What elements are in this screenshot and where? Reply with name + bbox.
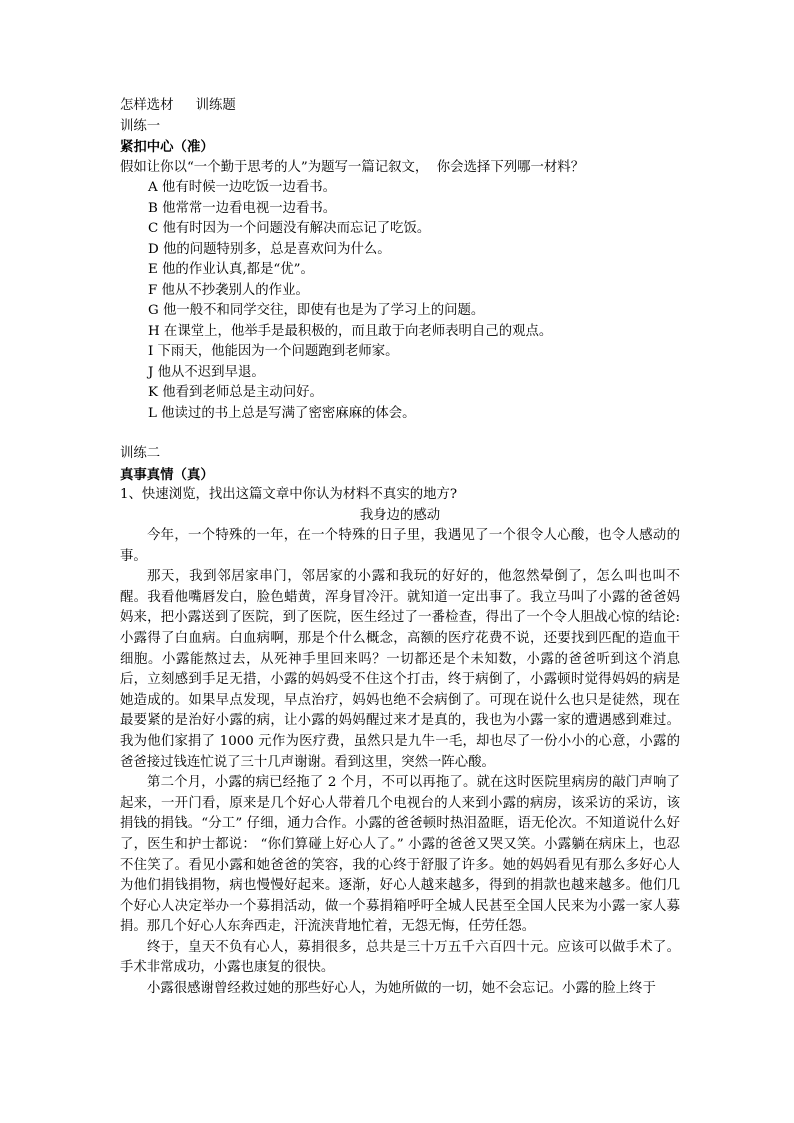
option-item: G 他一般不和同学交往，即使有也是为了学习上的问题。: [148, 303, 485, 318]
document-header: [120, 96, 680, 117]
option-item: K 他看到老师总是主动问好。: [148, 385, 323, 400]
essay-title: 我身边的感动: [359, 507, 441, 523]
essay-paragraph: 小露很感谢曾经救过她的那些好心人，为她所做的一切，她不会忘记。小露的脸上终于: [147, 981, 656, 997]
document-subtitle: 训练题: [195, 98, 236, 113]
section1-heading: 紧扣中心（准）: [120, 139, 214, 155]
option-item: B 他常常一边看电视一边看书。: [148, 200, 337, 216]
document-title: 怎样选材: [120, 98, 174, 113]
document-page: [120, 96, 680, 1000]
essay-paragraph: 今年，一个特殊的一年，在一个特殊的日子里，我遇见了一个很令人心酸，也令人感动的事。: [120, 528, 680, 564]
option-item: J 他从不迟到早退。: [148, 364, 265, 380]
option-item: H 在课堂上，他举手是最积极的，而且敢于向老师表明自己的观点。: [148, 323, 553, 339]
option-item: I 下雨天，他能因为一个问题跑到老师家。: [148, 344, 399, 359]
essay-paragraph: 那天，我到邻居家串门，邻居家的小露和我玩的好好的，他忽然晕倒了，怎么叫也叫不醒。我看他嘴唇发白，脸色蜡黄，浑身冒冷汗。就知道一定出事了。我立马叫了小露的爸爸妈妈来，把小露送到了医院，到了医院，医生经过了一番检查，得出了一个令人胆战心惊的结论: 小露得了白血病。白血病啊，那是个什么概念，高额的医疗花费不说，还要找到匹配的造血干细胞。小露能熬过去，从死神手里回来吗？一切都还是个未知数，小露的爸爸听到这个消息后，立刻感到手足无措，小露的妈妈受不住这个打击，终于病倒了，小露顿时觉得妈妈的病是她造成的。如果早点发现，早点治疗，妈妈也绝不会病倒了。可现在说什么也只是徒然，现在最要紧的是治好小露的病，让小露的妈妈醒过来才是真的，我也为小露一家的遭遇感到难过。我为他们家捐了 1000 元作为医疗费，虽然只是九牛一毛，却也尽了一份小小的心意，小露的爸爸接过钱连忙说了三十几声谢谢。看到这里，突然一阵心酸。: [120, 569, 680, 770]
option-list: [120, 178, 680, 424]
section2-label: 训练二: [120, 446, 161, 461]
option-item: F 他从不抄袭别人的作业。: [148, 282, 309, 298]
option-item: L 他读过的书上总是写满了密密麻麻的体会。: [148, 405, 416, 421]
essay-paragraph: 第二个月，小露的病已经拖了 2 个月，不可以再拖了。就在这时医院里病房的敲门声响了起来，一开门看，原来是几个好心人带着几个电视台的人来到小露的病房，该采访的采访，该捐钱的捐钱。“分工” 仔细，通力合作。小露的爸爸顿时热泪盈眶，语无伦次。不知道说什么好了，医生和护士都说： “你们算碰上好心人了。” 小露的爸爸又哭又笑。小露躺在病床上，也忍不住笑了。看见小露和她爸爸的笑容，我的心终于舒服了许多。她的妈妈看见有那么多好心人为他们捐钱捐物，病也慢慢好起来。逐渐，好心人越来越多，得到的捐款也越来越多。他们几个好心人决定举办一个募捐活动，做一个募捐箱呼吁全城人民甚至全国人民来为小露一家人募捐。那几个好心人东奔西走，汗流浃背地忙着，无怨无悔，任劳任怨。: [120, 775, 680, 935]
essay-body: [120, 526, 680, 1000]
section1-question: 假如让你以“一个勤于思考的人”为题写一篇记叙文， 你会选择下列哪一材料？: [120, 159, 585, 175]
section2-question: 1、快速浏览，找出这篇文章中你认为材料不真实的地方?: [120, 487, 458, 502]
option-item: D 他的问题特别多，总是喜欢问为什么。: [148, 241, 391, 257]
section1-label: 训练一: [120, 118, 161, 134]
section2-heading: 真事真情（真）: [120, 466, 214, 483]
essay-paragraph: 终于，皇天不负有心人，募捐很多，总共是三十万五千六百四十元。应该可以做手术了。手术非常成功，小露也康复的很快。: [120, 939, 680, 976]
option-item: C 他有时因为一个问题没有解决而忘记了吃饭。: [148, 221, 431, 236]
option-item: A 他有时候一边吃饭一边看书。: [148, 180, 337, 195]
option-item: E 他的作业认真,都是“优”。: [148, 262, 314, 277]
section-spacer: [120, 424, 680, 444]
